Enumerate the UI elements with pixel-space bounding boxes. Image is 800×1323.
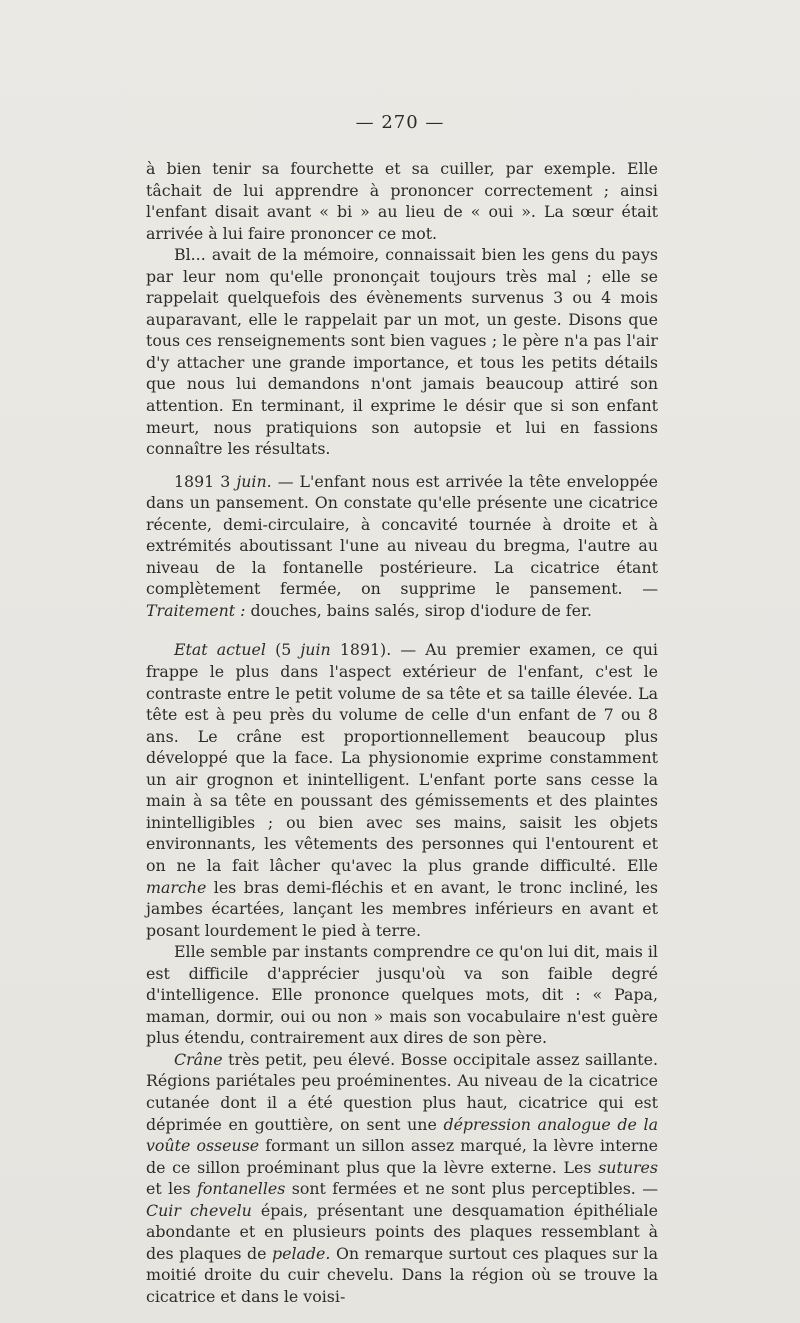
paragraph-6-text-c: et les: [146, 1179, 197, 1199]
crane-term: Crâne: [174, 1049, 223, 1069]
paragraph-4-date-open: (5: [265, 640, 301, 660]
paragraph-5: Elle semble par instants comprendre ce qu'on lui dit, mais il est difficile d'apprécier jusqu'où va son faible degré d'intelligence. Elle prononce quelques mots, dit : « Papa, maman, dormir, oui ou non » mais son vocabulaire n'est guère plus étendu, contrairement aux dires de son père.: [146, 942, 658, 1048]
depression-term: dépression analogue de la voûte osseuse: [146, 1114, 658, 1156]
etat-actuel-heading: Etat actuel: [174, 640, 266, 660]
paragraph-6-text-b: formant un sillon assez marqué, la lèvre interne de ce sillon proéminant plus que la lèvre externe. Les: [146, 1136, 658, 1177]
entry-date-month: juin.: [236, 471, 272, 491]
paragraph-6-text-f: On remarque surtout ces plaques sur la moitié droite du cuir chevelu. Dans la région où se trouve la cicatrice et dans le voisi-: [146, 1243, 658, 1306]
paragraph-3-text-b: douches, bains salés, sirop d'iodure de fer.: [245, 600, 592, 620]
paragraph-6: [146, 1049, 658, 1308]
paragraph-1: à bien tenir sa fourchette et sa cuiller, par exemple. Elle tâchait de lui apprendre à prononcer correctement ; ainsi l'enfant disait avant « bi » au lieu de « oui ». La sœur était arrivée à lui faire prononcer ce mot.: [146, 159, 658, 243]
paragraph-6-text-d: sont fermées et ne sont plus perceptibles. —: [285, 1179, 658, 1199]
paragraph-3: [146, 471, 658, 622]
paragraph-6-text-a: très petit, peu élevé. Bosse occipitale assez saillante. Régions pariétales peu proéminentes. Au niveau de la cicatrice cutanée dont il a été question plus haut, cicatrice qui est déprimée en gouttière, on sent une: [146, 1049, 658, 1134]
page-number: — 270 —: [355, 112, 445, 133]
cuir-chevelu-term: Cuir chevelu: [146, 1200, 252, 1220]
paragraph-4-text-b: les bras demi-fléchis et en avant, le tronc incliné, les jambes écartées, lançant les membres inférieurs en avant et posant lourdement le pied à terre.: [146, 877, 658, 940]
paragraph-4-text-a: 1891). — Au premier examen, ce qui frappe le plus dans l'aspect extérieur de l'enfant, c'est le contraste entre le petit volume de sa tête et sa taille élevée. La tête est à peu près du volume de celle d'un enfant de 7 ou 8 ans. Le crâne est proportionnellement beaucoup plus développé que la face. La physionomie exprime constamment un air grognon et inintelligent. L'enfant porte sans cesse la main à sa tête en poussant des gémissements et des plaintes inintelligibles ; ou bien avec ses mains, saisit les objets environnants, les vêtements des personnes qui l'entourent et on ne la fait lâcher qu'avec la plus grande difficulté. Elle: [146, 640, 658, 875]
pelade-term: pelade.: [272, 1243, 331, 1263]
entry-date-year: 1891 3: [174, 471, 231, 491]
paragraph-4: [146, 639, 658, 941]
paragraph-6-text-e: épais, présentant une desquamation épithéliale abondante et en plusieurs points des plaques ressemblant à des plaques de: [146, 1200, 658, 1263]
paragraph-3-text-a: — L'enfant nous est arrivée la tête enveloppée dans un pansement. On constate qu'elle présente une cicatrice récente, demi-circulaire, à concavité tournée à droite et à extrémités aboutissant l'une au niveau du bregma, l'autre au niveau de la fontanelle postérieure. La cicatrice étant complètement fermée, on supprime le pansement. —: [146, 471, 658, 599]
body-text: [146, 158, 658, 1307]
paragraph-2: Bl... avait de la mémoire, connaissait bien les gens du pays par leur nom qu'elle prononçait toujours très mal ; elle se rappelait quelquefois des évènements survenus 3 ou 4 mois auparavant, elle le rappelait par un mot, un geste. Disons que tous ces renseignements sont bien vagues ; le père n'a pas l'air d'y attacher une grande importance, et tous les petits détails que nous lui demandons n'ont jamais beaucoup attiré son attention. En terminant, il exprime le désir que si son enfant meurt, nous pratiquions son autopsie et lui en fassions connaître les résultats.: [146, 245, 658, 459]
paragraph-4-month: juin: [300, 640, 331, 660]
sutures-term: sutures: [598, 1157, 658, 1177]
treatment-label: Traitement :: [146, 600, 246, 620]
fontanelles-term: fontanelles: [196, 1179, 286, 1199]
marche-term: marche: [146, 877, 207, 897]
